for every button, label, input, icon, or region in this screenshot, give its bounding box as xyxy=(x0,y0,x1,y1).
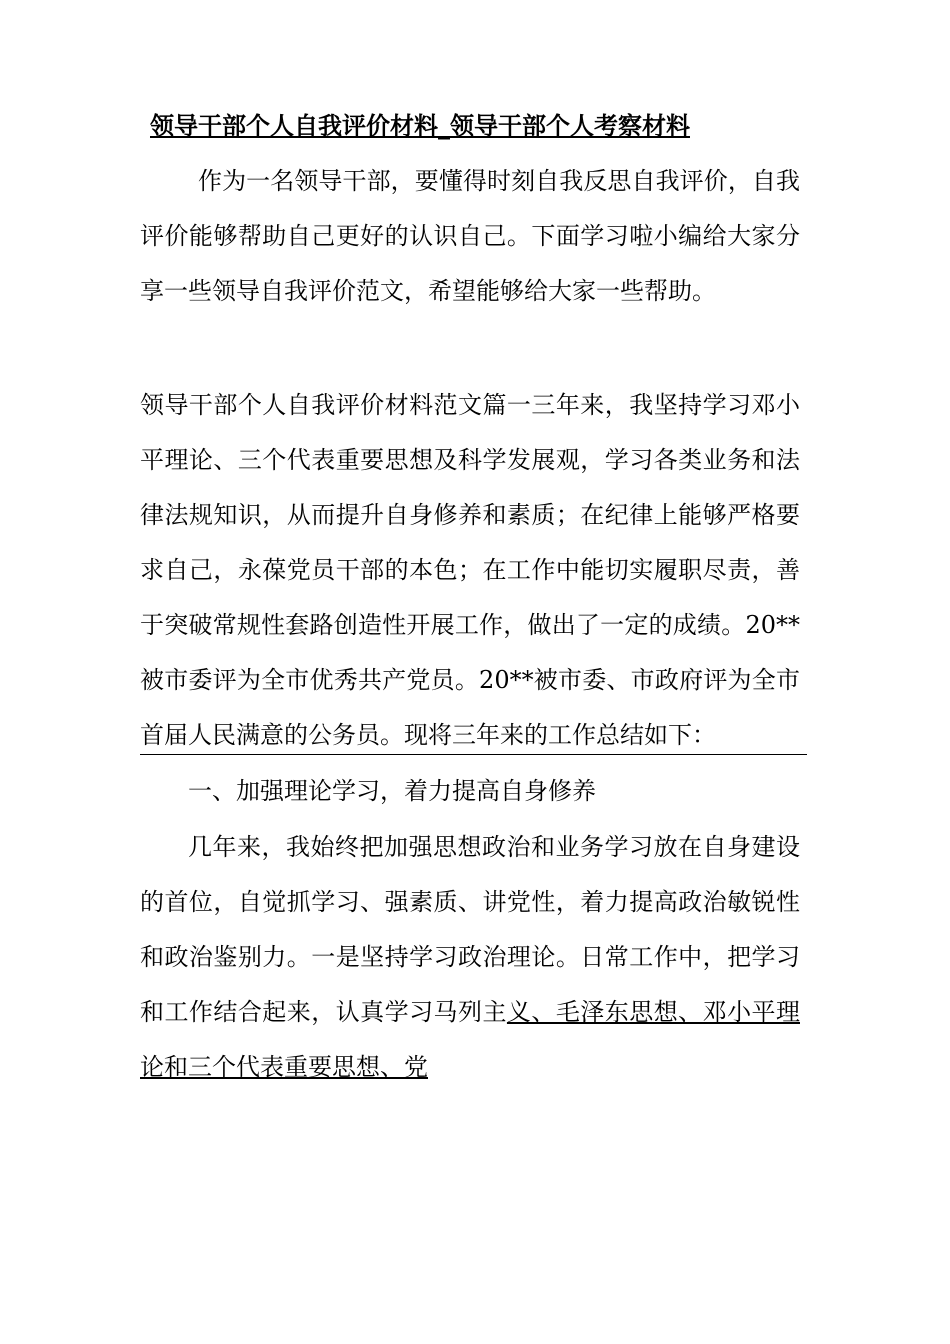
document-title: 领导干部个人自我评价材料_领导干部个人考察材料 xyxy=(150,112,690,140)
horizontal-divider xyxy=(140,754,807,755)
section-one-paragraph: 领导干部个人自我评价材料范文篇一三年来，我坚持学习邓小平理论、三个代表重要思想及科学发展观，学习各类业务和法律法规知识，从而提升自身修养和素质；在纪律上能够严格要求自己，永葆党员干部的本色；在工作中能切实履职尽责，善于突破常规性套路创造性开展工作，做出了一定的成绩。20**被市委评为全市优秀共产党员。20**被市委、市政府评为全市首届人民满意的公务员。现将三年来的工作总结如下： xyxy=(140,391,800,749)
paragraph-text: 几年来，我始终把加强思想政治和业务学习放在自身建设的首位，自觉抓学习、强素质、讲党性，着力提高政治敏锐性和政治鉴别力。一是坚持学习政治理论。日常工作中，把学习和工作结合起来，认真学习马列主 xyxy=(140,833,800,1026)
intro-paragraph: 作为一名领导干部，要懂得时刻自我反思自我评价，自我评价能够帮助自己更好的认识自己。下面学习啦小编给大家分享一些领导自我评价范文，希望能够给大家一些帮助。 xyxy=(140,167,800,305)
underlined-text: 义、毛泽东思想、邓小平理论和三个代表重要思想、党 xyxy=(140,998,800,1081)
theory-study-paragraph xyxy=(140,820,800,1095)
section-heading-theory-study: 一、加强理论学习，着力提高自身修养 xyxy=(188,777,596,805)
